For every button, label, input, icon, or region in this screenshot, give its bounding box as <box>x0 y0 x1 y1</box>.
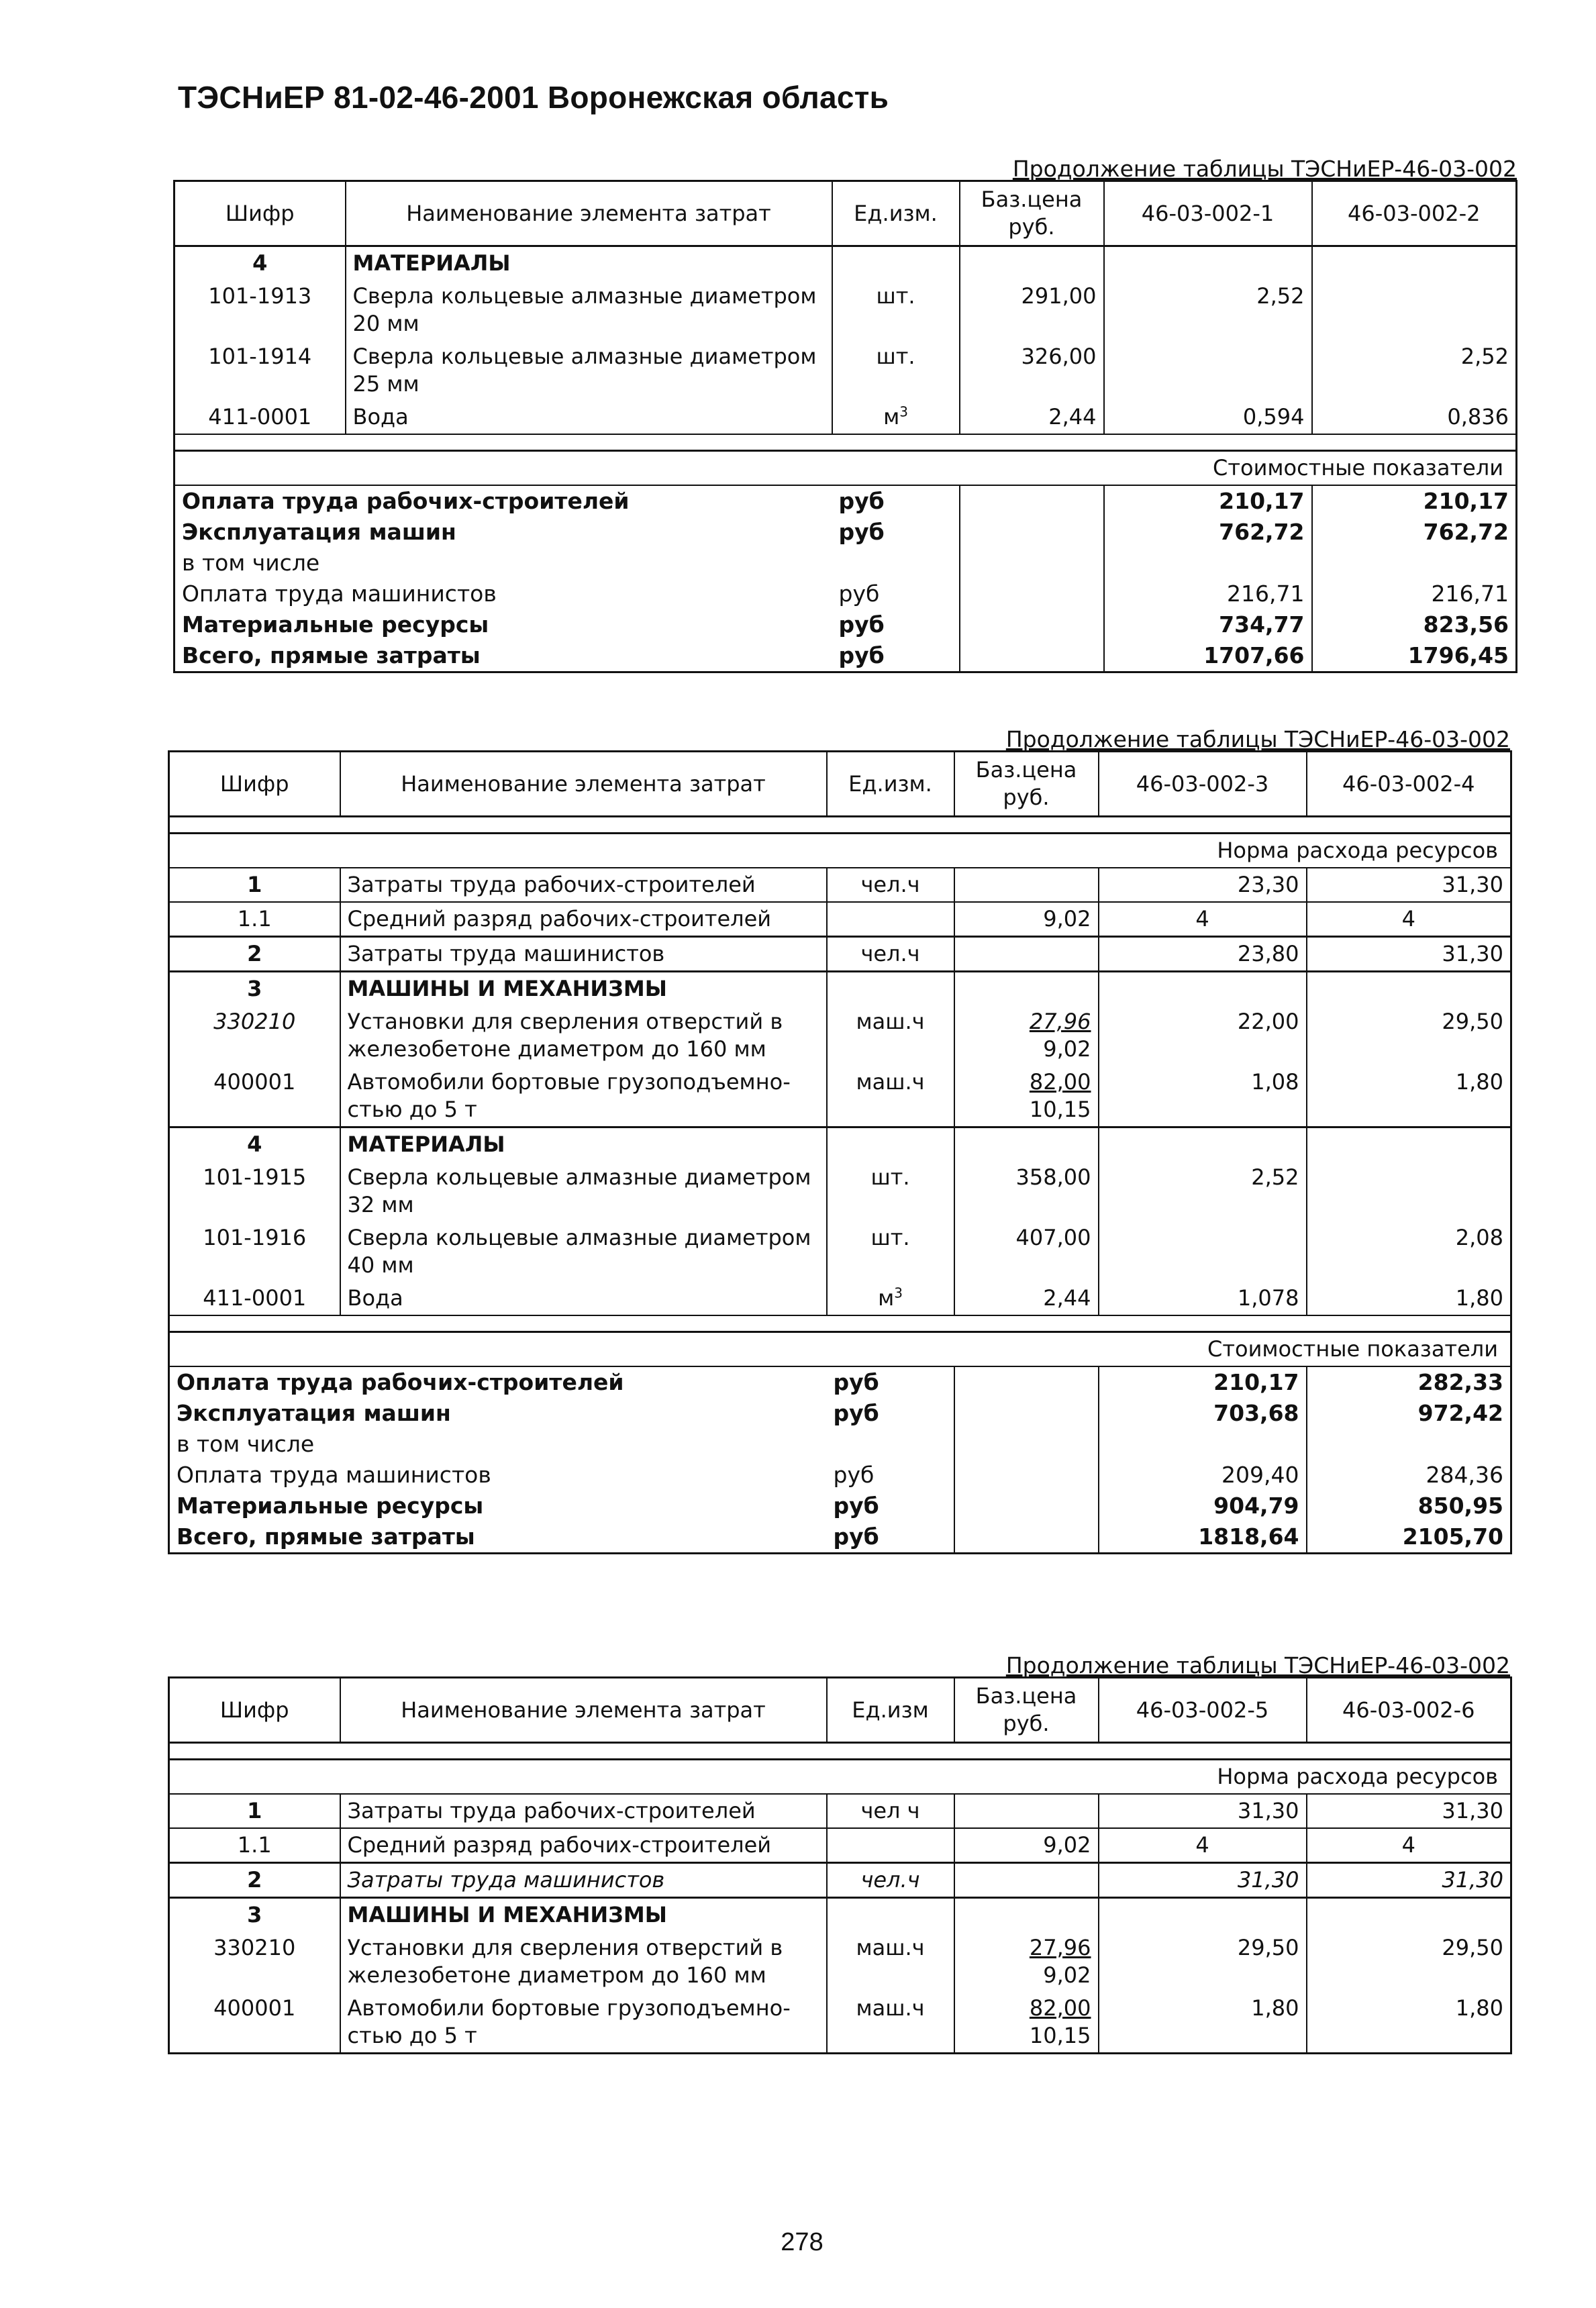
total-value-1: 216,71 <box>1104 579 1312 609</box>
col-name-header: Наименование элемента затрат <box>340 1678 827 1743</box>
total-value-1: 762,72 <box>1104 517 1312 548</box>
section-code: 4 <box>169 1127 340 1162</box>
resource-table-2: Шифр Наименование элемента затрат Ед.изм. Баз.цена руб. 46-03-002-3 46-03-002-4 Норма расхода ресурсов 1 Затраты труда рабочих-строителей чел.ч 23,30 31,30 1.1 Средний разряд рабочих-строителей 9,02 4 4 2 Затраты труда машинистов чел.ч 23,80 31,30 3 МАШИНЫ И МЕХАНИЗМЫ 330210 Установки для сверления отверстий в железобетоне диаметром до 160 мм маш.ч 27,96 9,02 22,00 29,50 400001 Автомобили бортовые грузоподъемно- стью до 5 т маш.ч 82,00 10,15 1,08 1,80 4 МАТЕРИАЛЫ 101-1915 Сверла кольцевые алмазные диаметром 32 мм шт. 358,00 2,52 101-1916 Сверла кольцевые алмазные диаметром 40 мм шт. 407,00 2,08 411-0001 Вода $м^3$ 2,44 1,078 1,80 Стоимостные показатели Оплата труда рабочих-строителей руб 210,17 282,33 Эксплуатация машин руб 703,68 972,42 в том числе Оплата труда машинистов руб 209,40 284,36 Материальные ресурсы руб 904,79 850,95 Всего, прямые затраты руб 1818,64 2105,70 <box>168 750 1512 1554</box>
cost-band: Стоимостные показатели <box>169 1332 1511 1367</box>
col-code-header: Шифр <box>169 1678 340 1743</box>
col-unit-header: Ед.изм. <box>827 752 954 817</box>
row-value-2: 0,836 <box>1312 401 1517 434</box>
table-row: 400001 Автомобили бортовые грузоподъемно- стью до 5 т маш.ч 82,00 10,15 1,80 1,80 <box>169 1992 1511 2054</box>
total-label: Всего, прямые затраты <box>174 640 832 672</box>
total-value-2: 1796,45 <box>1312 640 1517 672</box>
row-unit: шт. <box>832 340 960 401</box>
section-code: 3 <box>169 1898 340 1932</box>
row-value-1 <box>1104 340 1312 401</box>
row-code: 411-0001 <box>174 401 346 434</box>
col-price-header: Баз.цена руб. <box>954 752 1099 817</box>
total-value-1: 734,77 <box>1104 609 1312 640</box>
table-caption: Продолжение таблицы ТЭСНиЕР-46-03-002 <box>1005 1652 1510 1678</box>
table-row: 1 Затраты труда рабочих-строителей чел ч 31,30 31,30 <box>169 1794 1511 1828</box>
col-norm-1-header: 46-03-002-3 <box>1099 752 1307 817</box>
row-code: 101-1914 <box>174 340 346 401</box>
col-name-header: Наименование элемента затрат <box>346 181 832 246</box>
row-name: Сверла кольцевые алмазные диаметром 20 мм <box>346 280 832 340</box>
total-value-2: 823,56 <box>1312 609 1517 640</box>
resource-table-1 <box>173 180 1517 673</box>
row-name: Сверла кольцевые алмазные диаметром 25 мм <box>346 340 832 401</box>
table-row: 2 Затраты труда машинистов чел.ч 31,30 31,30 <box>169 1863 1511 1898</box>
table-row: 411-0001 Вода $м^3$ 2,44 1,078 1,80 <box>169 1282 1511 1315</box>
total-value-2: 762,72 <box>1312 517 1517 548</box>
row-code: 101-1913 <box>174 280 346 340</box>
col-norm-1-header: 46-03-002-5 <box>1099 1678 1307 1743</box>
col-code-header: Шифр <box>169 752 340 817</box>
table-row <box>174 401 1517 434</box>
total-value-2: 210,17 <box>1312 485 1517 517</box>
table-row <box>174 280 1517 340</box>
table-caption: Продолжение таблицы ТЭСНиЕР-46-03-002 <box>1012 156 1517 182</box>
row-value-2: 2,52 <box>1312 340 1517 401</box>
norm-band: Норма расхода ресурсов <box>169 1760 1511 1795</box>
total-unit: руб <box>832 640 960 672</box>
section-code: 4 <box>174 246 346 281</box>
table-row: 101-1915 Сверла кольцевые алмазные диаметром 32 мм шт. 358,00 2,52 <box>169 1161 1511 1221</box>
row-price: 326,00 <box>960 340 1104 401</box>
row-value-1: 2,52 <box>1104 280 1312 340</box>
section-code: 3 <box>169 972 340 1006</box>
total-value-1: 210,17 <box>1104 485 1312 517</box>
col-unit-header: Ед.изм. <box>832 181 960 246</box>
row-name: Вода <box>346 401 832 434</box>
col-norm-1-header: 46-03-002-1 <box>1104 181 1312 246</box>
col-price-header: Баз.цена руб. <box>954 1678 1099 1743</box>
table-row: 2 Затраты труда машинистов чел.ч 23,80 31,30 <box>169 937 1511 972</box>
col-norm-2-header: 46-03-002-6 <box>1307 1678 1511 1743</box>
row-price: 291,00 <box>960 280 1104 340</box>
total-label: Оплата труда рабочих-строителей <box>174 485 832 517</box>
col-unit-header: Ед.изм <box>827 1678 954 1743</box>
table-row: 101-1916 Сверла кольцевые алмазные диаметром 40 мм шт. 407,00 2,08 <box>169 1221 1511 1282</box>
row-value-1: 0,594 <box>1104 401 1312 434</box>
col-norm-2-header: 46-03-002-4 <box>1307 752 1511 817</box>
table-caption: Продолжение таблицы ТЭСНиЕР-46-03-002 <box>1005 726 1510 752</box>
section-title: МАШИНЫ И МЕХАНИЗМЫ <box>340 1898 827 1932</box>
resource-table-3 <box>168 1676 1512 2054</box>
total-label: Материальные ресурсы <box>174 609 832 640</box>
total-unit: руб <box>832 609 960 640</box>
col-name-header: Наименование элемента затрат <box>340 752 827 817</box>
section-title: МАТЕРИАЛЫ <box>346 246 832 281</box>
page-number: 278 <box>781 2228 824 2256</box>
table-row: 1 Затраты труда рабочих-строителей чел.ч 23,30 31,30 <box>169 868 1511 902</box>
total-label: Оплата труда машинистов <box>174 579 832 609</box>
table-row: 330210 Установки для сверления отверстий в железобетоне диаметром до 160 мм маш.ч 27,96 9,02 22,00 29,50 <box>169 1005 1511 1066</box>
row-unit: $м^3$ <box>832 401 960 434</box>
section-title: МАШИНЫ И МЕХАНИЗМЫ <box>340 972 827 1006</box>
table-row <box>174 340 1517 401</box>
table-row: 330210 Установки для сверления отверстий в железобетоне диаметром до 160 мм маш.ч 27,96 9,02 29,50 29,50 <box>169 1931 1511 1992</box>
col-code-header: Шифр <box>174 181 346 246</box>
col-norm-2-header: 46-03-002-2 <box>1312 181 1517 246</box>
total-value-2: 216,71 <box>1312 579 1517 609</box>
total-label: в том числе <box>174 548 832 579</box>
cost-band: Стоимостные показатели <box>174 451 1517 486</box>
total-value-1: 1707,66 <box>1104 640 1312 672</box>
total-unit: руб <box>832 579 960 609</box>
table-row: 1.1 Средний разряд рабочих-строителей 9,02 4 4 <box>169 902 1511 937</box>
table-row: 1.1 Средний разряд рабочих-строителей 9,02 4 4 <box>169 1828 1511 1863</box>
section-title: МАТЕРИАЛЫ <box>340 1127 827 1162</box>
row-value-2 <box>1312 280 1517 340</box>
page-title: ТЭСНиЕР 81-02-46-2001 Воронежская область <box>178 80 889 115</box>
norm-band: Норма расхода ресурсов <box>169 834 1511 868</box>
total-unit: руб <box>832 517 960 548</box>
total-label: Эксплуатация машин <box>174 517 832 548</box>
table-row: 400001 Автомобили бортовые грузоподъемно- стью до 5 т маш.ч 82,00 10,15 1,08 1,80 <box>169 1066 1511 1127</box>
total-unit: руб <box>832 485 960 517</box>
row-price: 2,44 <box>960 401 1104 434</box>
col-price-header: Баз.цена руб. <box>960 181 1104 246</box>
row-unit: шт. <box>832 280 960 340</box>
